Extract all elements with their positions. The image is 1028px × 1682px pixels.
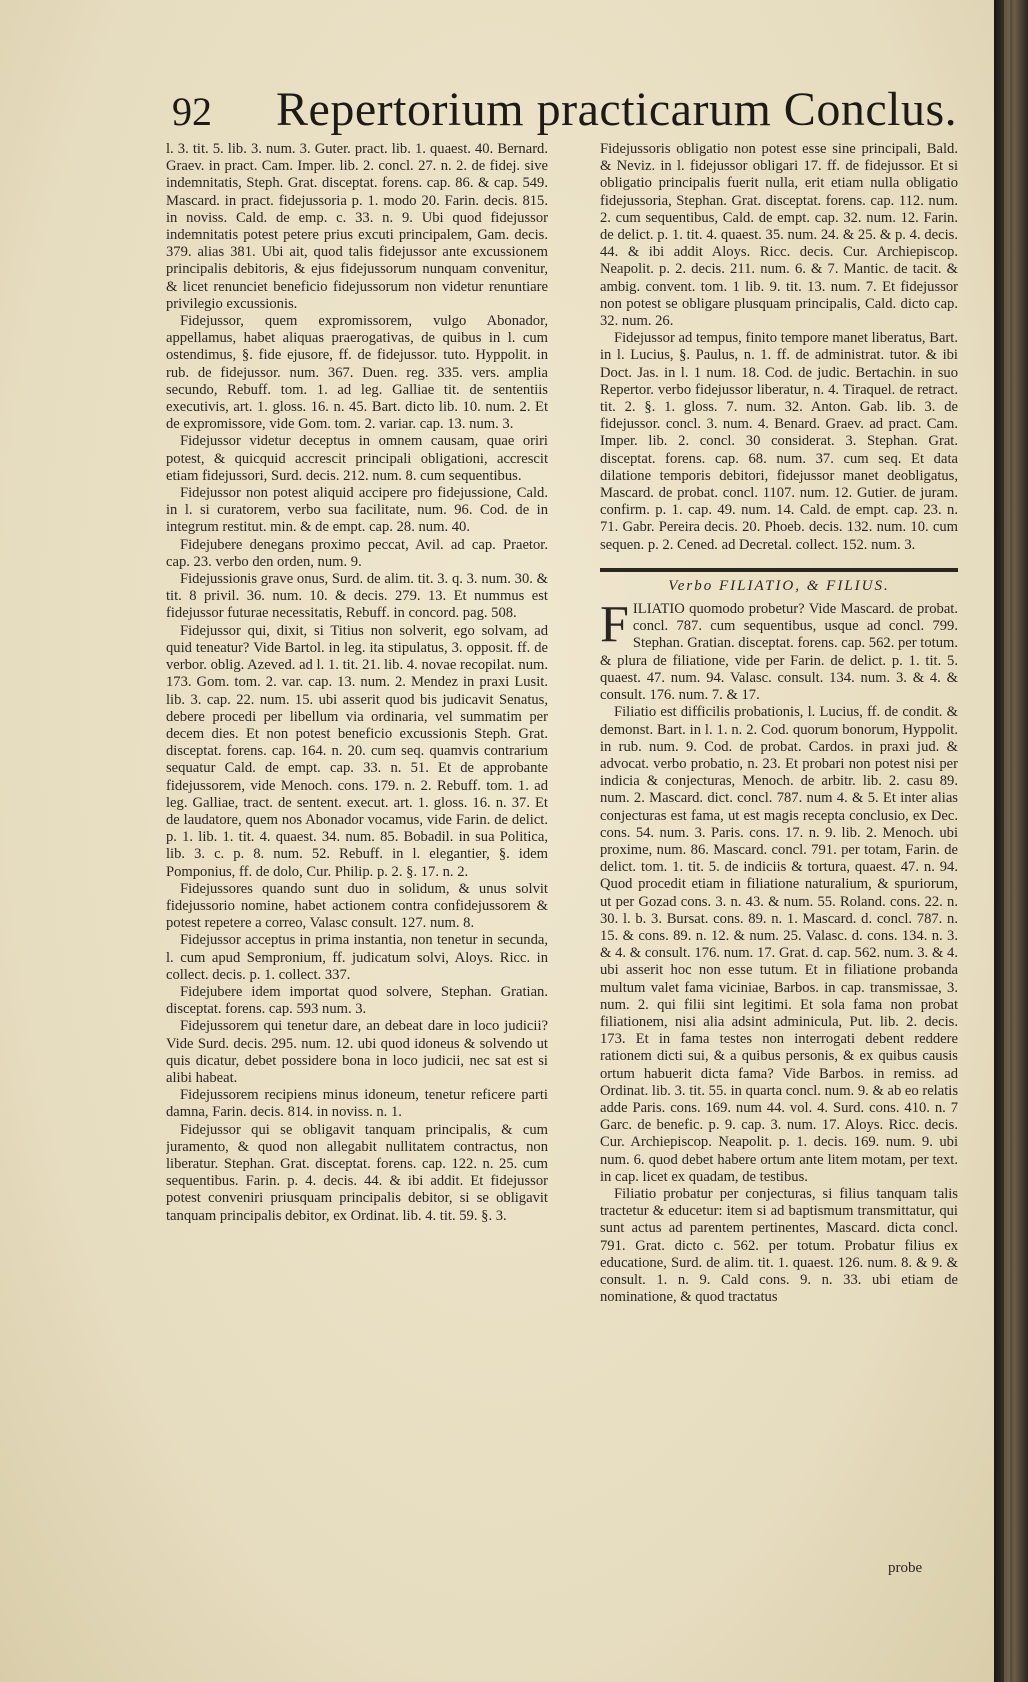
paragraph: Fidejussionis grave onus, Surd. de alim. tit. 3. q. 3. num. 30. & tit. 8 privil. 36. num. 10. & decis. 279. 13. Et nummus est fidejussor futurae necessitatis, Rebuff. in concord. pag. 508.: [166, 571, 548, 622]
right-column: [600, 141, 958, 1581]
paragraph: l. 3. tit. 5. lib. 3. num. 3. Guter. pract. lib. 1. quaest. 40. Bernard. Graev. in pract. Cam. Imper. lib. 2. concl. 27. n. 2. de fidej. sive indemnitatis, Steph. Grat. disceptat. forens. cap. 86. & cap. 549. Mascard. in pract. fidejussoria p. 1. modo 20. Farin. decis. 815. in noviss. Cald. de emp. c. 33. n. 9. Ubi quod fidejussor indemnitatis potest petere prius excuti principalem, Gam. decis. 379. alias 381. Ubi ait, quod talis fidejussor ante excussionem principalis debitoris, & ejus fidejussorum nunquam convenitur, & licet renunciet beneficio fidejussorum non videtur renuntiare privilegio excussionis.: [166, 141, 548, 312]
page-header: [172, 83, 958, 140]
paragraph: Fidejussor videtur deceptus in omnem causam, quae oriri potest, & quicquid accrescit principali obligationi, accrescit etiam fidejussori, Surd. decis. 212. num. 8. cum sequentibus.: [166, 433, 548, 484]
book-edge-strip: [1004, 0, 1010, 1682]
paragraph: Fidejussorem recipiens minus idoneum, tenetur reficere parti damna, Farin. decis. 814. in noviss. n. 1.: [166, 1087, 548, 1121]
book-edge: [994, 0, 1028, 1682]
paragraph: Fidejussor qui se obligavit tanquam principalis, & cum juramento, & quod non allegabit nullitatem contractus, non liberatur. Stephan. Grat. disceptat. forens. cap. 122. n. 25. cum sequentibus. Farin. p. 4. decis. 44. & ibi addit. Et fidejussor potest conveniri priusquam principalis debitor, si se obligavit tanquam principalis debitor, ex Ordinat. lib. 4. tit. 59. §. 3.: [166, 1121, 548, 1224]
drop-cap: F: [600, 596, 629, 654]
paragraph: Fidejussor qui, dixit, si Titius non solverit, ego solvam, ad quid teneatur? Vide Bartol. in leg. ita stipulatus, 3. opposit. ff. de verbor. oblig. Azeved. ad l. 1. tit. 21. lib. 4. novae recopilat. num. 173. Gom. tom. 2. var. cap. 13. num. 2. Mendez in praxi Lusit. lib. 3. cap. 22. num. 15. ubi asserit quod bis judicavit Senatus, debere procedi per libellum via ordinaria, vel summatim per decem dies. Et non potest beneficio excussionis Steph. Grat. disceptat. forens. cap. 164. n. 20. cum seq. quamvis contrarium sequatur Cald. de empt. cap. 33. n. 51. Et de approbante fidejussorem, vide Menoch. cons. 179. n. 2. Rebuff. tom. 1. ad leg. Galliae, tract. de sentent. execut. art. 1. gloss. 16. n. 37. Et de laudatore, quem nos Abonador vocamus, vide Farin. de delict. p. 1. lib. 1. tit. 4. quaest. 34. num. 85. Bobadil. in sua Politica, lib. 3. c. p. 8. num. 52. Rebuff. in l. elegantier, §. idem Pomponius, ff. de dolo, Cur. Philip. p. 2. §. 17. n. 2.: [166, 622, 548, 880]
paragraph: Filiatio probatur per conjecturas, si filius tanquam talis tractetur & educetur: item si ad baptismum transmittatur, qui sunt actus ad parentem pertinentes, Mascard. dicta concl. 791. Grat. dicto c. 562. per totum. Probatur filius ex educatione, Surd. de alim. tit. 1. quaest. 126. num. 8. & 9. & consult. 1. n. 9. Cald cons. 9. n. 33. ubi etiam de nominatione, & quod tractatus: [600, 1185, 958, 1306]
paragraph: Fidejussor acceptus in prima instantia, non tenetur in secunda, l. cum apud Sempronium, ff. judicatum solvi, Aloys. Ricc. in collect. decis. p. 1. collect. 337.: [166, 932, 548, 983]
paragraph: Fidejussor ad tempus, finito tempore manet liberatus, Bart. in l. Lucius, §. Paulus, n. 1. ff. de administrat. tutor. & ibi Doct. Jas. in l. 1 num. 18. Cod. de judic. Bertachin. in suo Repertor. verbo fidejussor liberatur, n. 4. Tiraquel. de retract. tit. 2. §. 1. gloss. 7. num. 32. Anton. Gab. lib. 3. de fidejussor. concl. 3. num. 4. Benard. Graev. ad pract. Cam. Imper. lib. 2. concl. 30 considerat. 3. Stephan. Grat. disceptat. forens. cap. 68. num. 37. cum seq. Et data dilatione temporis debitori, fidejussor manet deobligatus, Mascard. de probat. concl. 1107. num. 12. Gutier. de juram. confirm. p. 1. cap. 49. num. 14. Cald. de empt. cap. 23. n. 71. Gabr. Pereira decis. 20. Phoeb. decis. 132. num. 10. cum sequen. p. 2. Cened. ad Decretal. collect. 152. num. 3.: [600, 330, 958, 553]
section-heading: Verbo FILIATIO, & FILIUS.: [668, 577, 890, 594]
paragraph: Fidejussor, quem expromissorem, vulgo Abonador, appellamus, habet aliquas praerogativas, de quibus in l. cum ostendimus, §. fide ejusore, ff. de fidejussor. tuto. Hyppolit. in rub. de fidejussor. num. 367. Duen. reg. 335. vers. amplia secundo, Rebuff. tom. 1. ad leg. Galliae tit. de sententiis executivis, art. 1. gloss. 16. n. 45. Bart. dicto lib. 10. num. 2. Et de expromissore, vide Gom. tom. 2. variar. cap. 13. num. 3.: [166, 313, 548, 433]
paragraph: Filiatio est difficilis probationis, l. Lucius, ff. de condit. & demonst. Bart. in l. 1. n. 2. Cod. quorum bonorum, Hyppolit. in rub. num. 9. Cod. de probat. Cardos. in praxi jud. & advocat. verbo probatio, n. 23. Et probari non potest nisi per indicia & conjecturas, Menoch. de arbitr. lib. 2. casu 89. num. 2. Mascard. dict. concl. 787. num 4. & 5. Et inter alias conjecturas est fama, ut est magis recepta conclusio, ex Dec. cons. 54. num. 3. Paris. cons. 17. n. 9. lib. 2. Menoch. ubi proxime, num. 86. Mascard. concl. 791. per totam, Farin. de delict. tom. 1. tit. 5. de indiciis & tortura, quaest. 47. n. 94. Quod procedit etiam in filiatione naturalium, & spuriorum, ut per Gozad cons. 3. n. 43. & num. 55. Roland. cons. 22. n. 30. l. b. 3. Bursat. cons. 89. n. 1. Mascard. d. concl. 787. n. 15. & cons. 89. n. 12. & num. 25. Valasc. d. cons. 134. n. 3. & 4. & consult. 176. num. 17. Grat. d. cap. 562. num. 3. & 4. ubi asserit hoc non esse tutum. Et in filiatione probanda multum valet fama viciniae, Barbos. in cap. transmissae, 3. num. 2. qui filii sint legitimi. Et sola fama non probat filiationem, nisi alia adsint adminicula, Put. lib. 2. decis. 173. Et in fama testes non interrogati debent reddere rationem dicti sui, & a quibus personis, & ex quibus causis ortum habuerit dicta fama? Vide Barbos. in remiss. ad Ordinat. lib. 3. tit. 55. in quarta concl. num. 9. & ab eo relatis adde Paris. cons. 169. num 44. vol. 4. Surd. cons. 410. n. 7 Garc. de benefic. p. 9. cap. 3. num. 17. Aloys. Ricc. decis. Cur. Archiepiscop. Neapolit. p. 1. decis. 169. num. 9. ubi num. 6. quod debet habere ortum ante litem motam, per text. in cap. licet ex quadam, de testibus.: [600, 704, 958, 1185]
paragraph: Fidejussorem qui tenetur dare, an debeat dare in loco judicii? Vide Surd. decis. 295. num. 12. ubi quod idoneus & solvendo ut quis dicatur, debet possidere bona in loco judicii, nec sat est si alibi habeat.: [166, 1018, 548, 1086]
section-divider: [600, 568, 958, 572]
page-number: 92: [172, 89, 212, 134]
left-column: [166, 141, 548, 1559]
paragraph: [600, 596, 958, 704]
paragraph: Fidejussores quando sunt duo in solidum, & unus solvit fidejussorio nomine, habet actionem contra confidejussorem & potest repetere a correo, Valasc consult. 127. num. 8.: [166, 880, 548, 932]
paragraph: Fidejussor non potest aliquid accipere pro fidejussione, Cald. in l. si curatorem, verbo sua facilitate, num. 96. Cod. de in integrum restitut. min. & de empt. cap. 28. num. 40.: [166, 485, 548, 536]
running-title: Repertorium practicarum Conclus.: [276, 83, 958, 136]
paragraph: Fidejussoris obligatio non potest esse sine principali, Bald. & Neviz. in l. fidejussor obligari 17. ff. de fidejussor. Et si obligatio principalis fuerit nulla, erit etiam nulla obligatio fidejussoria, Stephan. Grat. disceptat. forens. cap. 112. num. 2. cum sequentibus, Cald. de empt. cap. 32. num. 12. Farin. de delict. p. 1. tit. 4. quaest. 35. num. 24. & 25. & p. 4. decis. 44. & ibi addit Aloys. Ricc. decis. Cur. Archiepiscop. Neapolit. p. 2. decis. 211. num. 6. & 7. Mantic. de tacit. & ambig. convent. tom. 1 lib. 9. tit. 13. num. 7. Et fidejussor non potest se obligare plusquam principalis, Cald. dicto cap. 32. num. 26.: [600, 141, 958, 330]
lead-text: ILIATIO quomodo probetur? Vide Mascard. de probat. concl. 787. cum sequentibus, usque ad concl. 799. Stephan. Gratian. disceptat. forens. cap. 562. per totum. & plura de filiatione, vide per Farin. de delict. p. 1. tit. 5. quaest. 47. num. 94. Valasc. consult. 134. num. 3. & 4. & consult. 176. num. 7. & 17.: [600, 601, 958, 704]
catchword: probe: [888, 1560, 923, 1576]
paragraph: Fidejubere denegans proximo peccat, Avil. ad cap. Praetor. cap. 23. verbo den orden, num. 9.: [166, 536, 548, 570]
paragraph: Fidejubere idem importat quod solvere, Stephan. Gratian. disceptat. forens. cap. 593 num. 3.: [166, 983, 548, 1018]
